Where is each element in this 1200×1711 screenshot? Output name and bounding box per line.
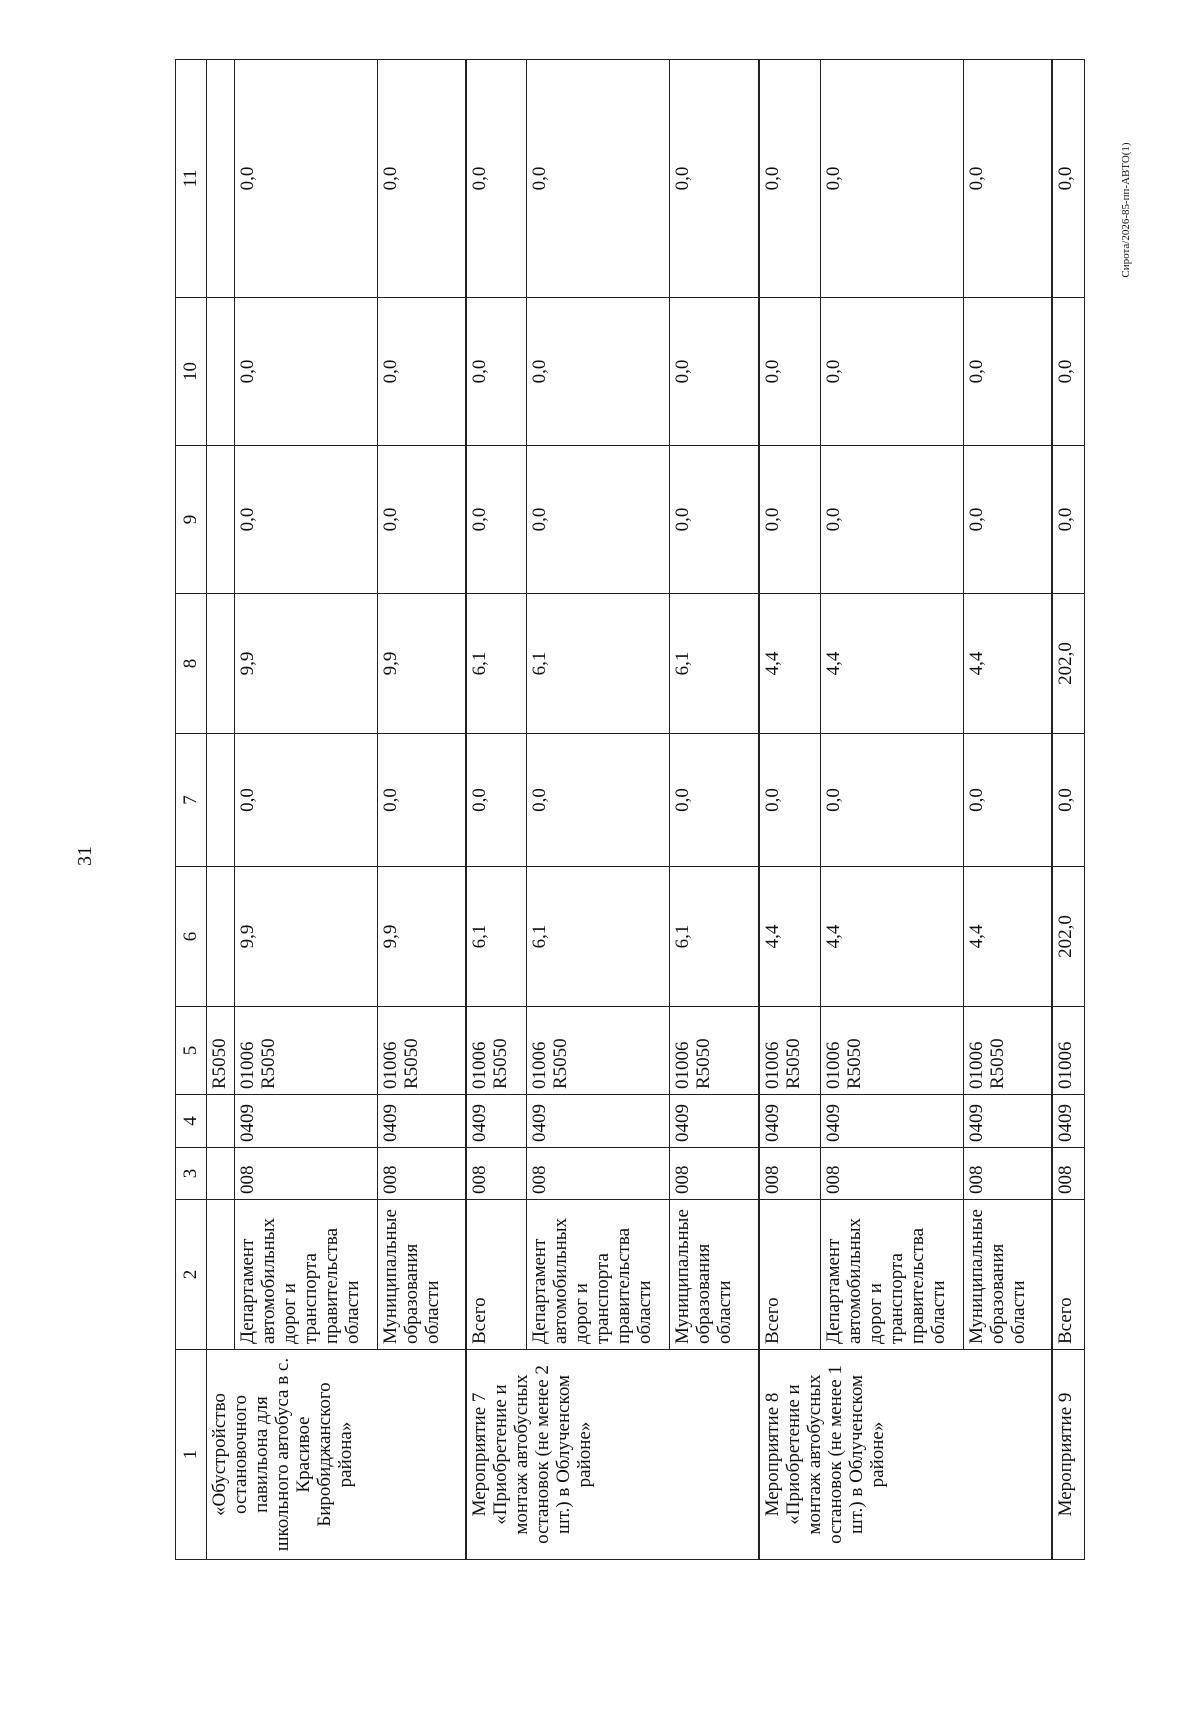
table-cell: 0,0 — [759, 734, 820, 867]
table-cell: 0409 — [963, 1095, 1051, 1148]
table-cell: 0,0 — [759, 60, 820, 298]
table-cell: 0409 — [527, 1095, 670, 1148]
table-cell: 01006 R5050 — [670, 1007, 759, 1095]
table-cell: 0,0 — [466, 298, 527, 446]
table-cell: 008 — [670, 1148, 759, 1200]
table-row — [466, 60, 527, 1560]
table-cell: 0,0 — [466, 60, 527, 298]
table-cell: 4,4 — [759, 867, 820, 1007]
table-cell: Всего — [466, 1200, 527, 1350]
table-row — [527, 60, 670, 1560]
table-cell: 01006 R5050 — [759, 1007, 820, 1095]
table-row — [670, 60, 759, 1560]
page-number: 31 — [74, 846, 96, 866]
table-cell: 0,0 — [527, 734, 670, 867]
table-cell: 0,0 — [963, 298, 1051, 446]
table-cell: Всего — [759, 1200, 820, 1350]
table-cell: 008 — [963, 1148, 1051, 1200]
table-cell: Муниципальные образования области — [377, 1200, 465, 1350]
table-cell: 6,1 — [466, 594, 527, 734]
table-cell: 008 — [1052, 1148, 1085, 1200]
table-row — [820, 60, 963, 1560]
table-row — [759, 60, 820, 1560]
table-cell: 01006 R5050 — [820, 1007, 963, 1095]
header-col-11: 11 — [176, 60, 207, 298]
table-cell: 008 — [759, 1148, 820, 1200]
table-cell: 0409 — [1052, 1095, 1085, 1148]
table-cell: 0,0 — [527, 446, 670, 594]
table-cell: 0409 — [820, 1095, 963, 1148]
table-cell: 0,0 — [527, 60, 670, 298]
table-cell: 0,0 — [1052, 60, 1085, 298]
table-cell: Всего — [1052, 1200, 1085, 1350]
group-name: Мероприятие 7 «Приобретение и монтаж автобусных остановок (не менее 2 шт.) в Облученском районе» — [466, 1350, 760, 1560]
table-cell: 6,1 — [527, 867, 670, 1007]
table-cell: 4,4 — [820, 594, 963, 734]
table-cell: 0,0 — [820, 446, 963, 594]
table-cell: 0,0 — [759, 446, 820, 594]
table-cell: 0,0 — [820, 60, 963, 298]
table-row — [234, 60, 377, 1560]
table-cell: R5050 — [206, 1007, 234, 1095]
table-cell: Муниципальные образования области — [670, 1200, 759, 1350]
table-cell: 0,0 — [670, 734, 759, 867]
table-cell: 0409 — [234, 1095, 377, 1148]
table-cell: 0,0 — [234, 446, 377, 594]
table-row — [963, 60, 1051, 1560]
table-cell: 0,0 — [1052, 446, 1085, 594]
header-col-6: 6 — [176, 867, 207, 1007]
table-cell: Департамент автомобильных дорог и транспорта правительства области — [820, 1200, 963, 1350]
header-col-10: 10 — [176, 298, 207, 446]
table-cell: 0409 — [377, 1095, 465, 1148]
table-cell: 0,0 — [670, 60, 759, 298]
table-cell: 4,4 — [963, 594, 1051, 734]
table-cell: 9,9 — [377, 867, 465, 1007]
table-cell: 0,0 — [377, 298, 465, 446]
table-cell: 6,1 — [670, 867, 759, 1007]
group-name: «Обустройство остановочного павильона для школьного автобуса в с. Красивое Биробиджанского района» — [206, 1350, 466, 1560]
table-cell: 0,0 — [377, 446, 465, 594]
table-cell: 0,0 — [670, 298, 759, 446]
table-row — [1052, 60, 1085, 1560]
table-cell: 4,4 — [820, 867, 963, 1007]
table-cell: 0,0 — [1052, 734, 1085, 867]
table-cell: 008 — [234, 1148, 377, 1200]
budget-table-wrapper — [175, 110, 1085, 1560]
table-cell: 01006 R5050 — [466, 1007, 527, 1095]
table-cell: 9,9 — [234, 594, 377, 734]
table-cell: 6,1 — [527, 594, 670, 734]
table-cell: 01006 R5050 — [377, 1007, 465, 1095]
table-cell: 0,0 — [234, 60, 377, 298]
header-col-8: 8 — [176, 594, 207, 734]
table-cell: 0409 — [670, 1095, 759, 1148]
table-cell: 0,0 — [466, 734, 527, 867]
table-cell: 6,1 — [466, 867, 527, 1007]
table-cell: 008 — [466, 1148, 527, 1200]
table-cell: 4,4 — [963, 867, 1051, 1007]
table-cell: 0,0 — [234, 298, 377, 446]
table-cell: Департамент автомобильных дорог и транспорта правительства области — [234, 1200, 377, 1350]
table-row — [206, 60, 234, 1560]
table-cell: 0,0 — [963, 734, 1051, 867]
table-cell: 9,9 — [234, 867, 377, 1007]
header-col-3: 3 — [176, 1148, 207, 1200]
table-cell: 0,0 — [1052, 298, 1085, 446]
table-cell: 008 — [820, 1148, 963, 1200]
table-cell: 0,0 — [963, 60, 1051, 298]
group-name: Мероприятие 9 — [1052, 1350, 1085, 1560]
header-col-9: 9 — [176, 446, 207, 594]
table-cell: 0409 — [759, 1095, 820, 1148]
table-cell: 0,0 — [670, 446, 759, 594]
document-code: Сирота/2026-85-пп-АВТО(1) — [1120, 142, 1132, 278]
table-cell: 0,0 — [820, 298, 963, 446]
table-cell: 6,1 — [670, 594, 759, 734]
table-cell: 0,0 — [820, 734, 963, 867]
table-cell: 9,9 — [377, 594, 465, 734]
group-name: Мероприятие 8 «Приобретение и монтаж автобусных остановок (не менее 1 шт.) в Облученском районе» — [759, 1350, 1051, 1560]
header-row — [176, 60, 207, 1560]
header-col-4: 4 — [176, 1095, 207, 1148]
table-cell: 202,0 — [1052, 594, 1085, 734]
table-cell: 01006 R5050 — [963, 1007, 1051, 1095]
header-col-7: 7 — [176, 734, 207, 867]
header-col-1: 1 — [176, 1350, 207, 1560]
header-col-5: 5 — [176, 1007, 207, 1095]
table-row — [377, 60, 465, 1560]
header-col-2: 2 — [176, 1200, 207, 1350]
table-cell: 0,0 — [466, 446, 527, 594]
budget-table — [175, 59, 1085, 1560]
table-cell: 0409 — [466, 1095, 527, 1148]
table-cell: 008 — [377, 1148, 465, 1200]
table-cell: 0,0 — [759, 298, 820, 446]
table-cell: 0,0 — [377, 60, 465, 298]
table-cell: Департамент автомобильных дорог и транспорта правительства области — [527, 1200, 670, 1350]
table-cell: 0,0 — [377, 734, 465, 867]
table-cell: 4,4 — [759, 594, 820, 734]
table-cell: Муниципальные образования области — [963, 1200, 1051, 1350]
table-cell: 01006 — [1052, 1007, 1085, 1095]
table-cell: 01006 R5050 — [527, 1007, 670, 1095]
table-cell: 01006 R5050 — [234, 1007, 377, 1095]
table-cell: 0,0 — [963, 446, 1051, 594]
table-cell: 008 — [527, 1148, 670, 1200]
table-cell: 0,0 — [527, 298, 670, 446]
table-cell: 0,0 — [234, 734, 377, 867]
table-cell: 202,0 — [1052, 867, 1085, 1007]
